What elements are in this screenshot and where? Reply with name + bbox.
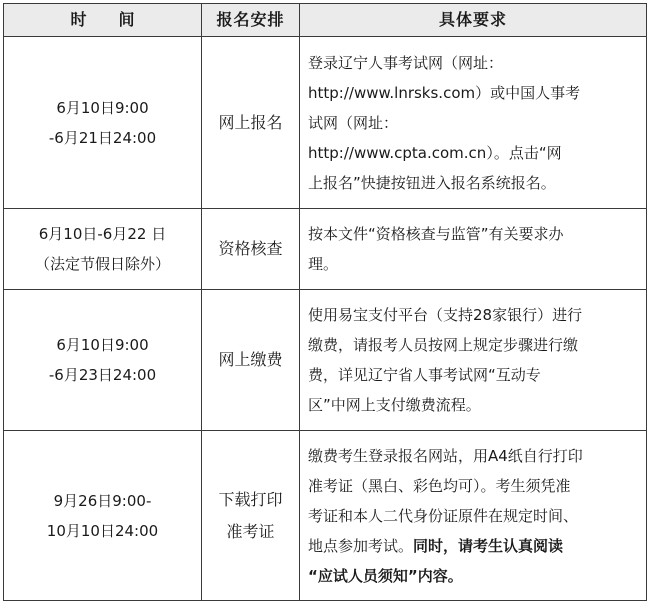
requirements-line: 按本文件“资格核查与监管”有关要求办 (308, 225, 564, 243)
activity-label: 准考证 (226, 521, 275, 541)
activity-cell (202, 209, 300, 290)
table-row (4, 431, 647, 601)
time-line: 10月10日24:00 (46, 521, 159, 540)
requirements-cell (300, 290, 647, 431)
header-requirements: 具体要求 (300, 4, 647, 37)
requirements-emphasis: 同时，请考生认真阅读 (413, 536, 564, 555)
time-cell (4, 290, 202, 431)
requirements-line (308, 531, 636, 561)
requirements-line: 上报名”快捷按钮进入报名系统报名。 (308, 173, 556, 192)
requirements-line: 费，详见辽宁省人事考试网“互动专 (308, 366, 541, 384)
requirements-line: 试网（网址： (308, 113, 399, 132)
requirements-emphasis: “应试人员须知”内容。 (308, 566, 463, 585)
requirements-cell (300, 209, 647, 290)
requirements-line: http://www.lnrsks.com）或中国人事考 (308, 83, 581, 102)
activity-label: 资格核查 (218, 239, 283, 258)
requirements-line: 缴费考生登录报名网站，用A4纸自行打印 (308, 446, 583, 465)
table-row (4, 209, 647, 290)
time-line: （法定节假日除外） (34, 255, 170, 273)
time-cell (4, 431, 202, 601)
time-line: 9月26日9:00- (53, 491, 152, 510)
requirements-line: 区”中网上支付缴费流程。 (308, 396, 481, 414)
requirements-text: 地点参加考试。 (308, 536, 414, 555)
requirements-line: 使用易宝支付平台（支持28家银行）进行 (308, 306, 583, 324)
header-activity: 报名安排 (202, 4, 300, 37)
requirements-cell (300, 431, 647, 601)
activity-cell (202, 290, 300, 431)
time-line: -6月21日24:00 (48, 128, 157, 147)
time-line: -6月23日24:00 (48, 366, 157, 384)
table-row (4, 290, 647, 431)
time-cell (4, 37, 202, 209)
time-line: 6月10日9:00 (56, 336, 149, 354)
table-header-row (4, 4, 647, 37)
requirements-line: 理。 (308, 255, 339, 273)
activity-label: 下载打印 (218, 489, 283, 509)
time-line: 6月10日9:00 (56, 98, 149, 117)
header-time: 时 间 (4, 4, 202, 37)
time-line: 6月10日-6月22 日 (38, 225, 167, 243)
exam-schedule-table (3, 3, 647, 601)
requirements-line: 准考证（黑白、彩色均可）。考生须凭准 (308, 476, 571, 495)
requirements-line: 缴费，请报考人员按网上规定步骤进行缴 (308, 336, 579, 354)
table-row (4, 37, 647, 209)
requirements-line: http://www.cpta.com.cn）。点击“网 (308, 143, 562, 162)
activity-label: 网上缴费 (218, 350, 283, 369)
requirements-line: 考证和本人二代身份证原件在规定时间、 (308, 506, 579, 525)
requirements-line: 登录辽宁人事考试网（网址： (308, 53, 504, 72)
activity-label: 网上报名 (218, 112, 283, 132)
activity-cell (202, 37, 300, 209)
activity-cell (202, 431, 300, 601)
time-cell (4, 209, 202, 290)
requirements-cell (300, 37, 647, 209)
